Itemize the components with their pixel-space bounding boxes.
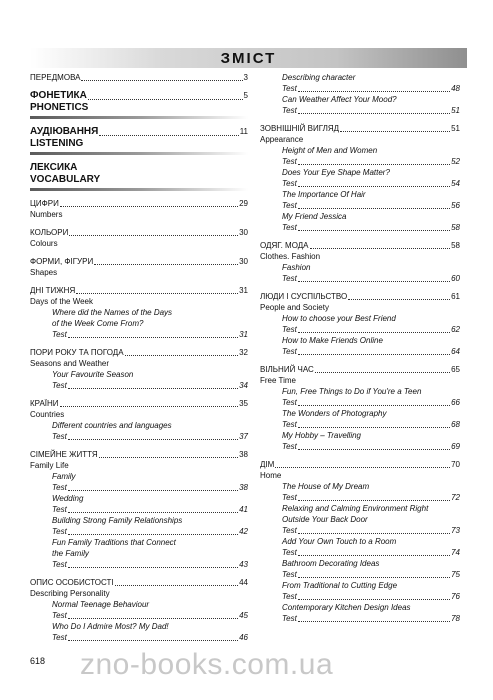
toc-test: Test 60: [282, 274, 460, 283]
watermark: zno-books.com.ua: [80, 648, 334, 681]
toc-subtitle: Family Life: [30, 461, 69, 470]
toc-item: Different countries and languages: [52, 421, 172, 430]
section-heading: ФОНЕТИКА 5: [30, 90, 248, 101]
toc-subtitle: Countries: [30, 410, 65, 419]
toc-test: Test 38: [52, 483, 248, 492]
toc-item: How to Make Friends Online: [282, 336, 383, 345]
section-heading-en: LISTENING: [30, 138, 84, 149]
toc-item: Family: [52, 472, 76, 481]
toc-test: Test 64: [282, 347, 460, 356]
toc-left-column: [30, 72, 248, 643]
toc-item: the Family: [52, 549, 89, 558]
toc-item: Outside Your Back Door: [282, 515, 368, 524]
toc-entry: КРАЇНИ 35: [30, 399, 248, 408]
toc-test: Test 37: [52, 432, 248, 441]
toc-entry: КОЛЬОРИ 30: [30, 228, 248, 237]
toc-test: Test 74: [282, 548, 460, 557]
toc-test: Test 68: [282, 420, 460, 429]
toc-entry: ОПИС ОСОБИСТОСТІ 44: [30, 578, 248, 587]
section-heading-en: PHONETICS: [30, 102, 89, 113]
toc-test: Test 42: [52, 527, 248, 536]
toc-item: The Wonders of Photography: [282, 409, 387, 418]
toc-entry: ВІЛЬНИЙ ЧАС 65: [260, 365, 460, 374]
toc-entry: ЦИФРИ 29: [30, 199, 248, 208]
toc-item: From Traditional to Cutting Edge: [282, 581, 398, 590]
toc-item: Relaxing and Calming Environment Right: [282, 504, 429, 513]
toc-subtitle: Numbers: [30, 210, 63, 219]
toc-item: Fun, Free Things to Do if You're a Teen: [282, 387, 422, 396]
toc-test: Test 45: [52, 611, 248, 620]
toc-item: Contemporary Kitchen Design Ideas: [282, 603, 411, 612]
toc-item: Fun Family Traditions that Connect: [52, 538, 176, 547]
toc-subtitle: People and Society: [260, 303, 329, 312]
toc-entry: ДІМ 70: [260, 460, 460, 469]
section-heading: ЛЕКСИКА: [30, 162, 78, 173]
toc-item: Normal Teenage Behaviour: [52, 600, 150, 609]
toc-subtitle: Shapes: [30, 268, 58, 277]
toc-entry: ОДЯГ. МОДА 58: [260, 241, 460, 250]
toc-item: My Friend Jessica: [282, 212, 347, 221]
toc-item: Building Strong Family Relationships: [52, 516, 183, 525]
toc-entry: ПЕРЕДМОВА 3: [30, 73, 248, 82]
section-heading-en: VOCABULARY: [30, 174, 101, 185]
toc-item: Bathroom Decorating Ideas: [282, 559, 380, 568]
toc-test: Test 58: [282, 223, 460, 232]
toc-right-column: [260, 72, 460, 624]
toc-test: Test 51: [282, 106, 460, 115]
toc-item: Add Your Own Touch to a Room: [282, 537, 397, 546]
toc-test: Test 31: [52, 330, 248, 339]
toc-test: Test 54: [282, 179, 460, 188]
toc-subtitle: Home: [260, 471, 282, 480]
page-number: 618: [30, 656, 46, 666]
toc-test: Test 76: [282, 592, 460, 601]
toc-entry: ЗОВНІШНІЙ ВИГЛЯД 51: [260, 124, 460, 133]
toc-test: Test 34: [52, 381, 248, 390]
toc-test: Test 78: [282, 614, 460, 623]
toc-item: Height of Men and Women: [282, 146, 378, 155]
toc-test: Test 48: [282, 84, 460, 93]
toc-subtitle: Seasons and Weather: [30, 359, 110, 368]
toc-entry: ДНІ ТИЖНЯ 31: [30, 286, 248, 295]
toc-subtitle: Appearance: [260, 135, 304, 144]
toc-item: My Hobby – Travelling: [282, 431, 361, 440]
section-heading: АУДІЮВАННЯ 11: [30, 126, 248, 137]
toc-test: Test 56: [282, 201, 460, 210]
toc-item: Where did the Names of the Days: [52, 308, 173, 317]
toc-item: Can Weather Affect Your Mood?: [282, 95, 397, 104]
toc-item: Your Favourite Season: [52, 370, 134, 379]
toc-item: How to choose your Best Friend: [282, 314, 396, 323]
toc-test: Test 43: [52, 560, 248, 569]
toc-item: of the Week Come From?: [52, 319, 144, 328]
toc-item: The Importance Of Hair: [282, 190, 366, 199]
toc-subtitle: Free Time: [260, 376, 297, 385]
toc-test: Test 52: [282, 157, 460, 166]
toc-subtitle: Clothes. Fashion: [260, 252, 321, 261]
toc-test: Test 69: [282, 442, 460, 451]
toc-test: Test 73: [282, 526, 460, 535]
toc-subtitle: Days of the Week: [30, 297, 93, 306]
toc-item: Wedding: [52, 494, 84, 503]
toc-item: Does Your Eye Shape Matter?: [282, 168, 390, 177]
toc-entry: ПОРИ РОКУ ТА ПОГОДА 32: [30, 348, 248, 357]
page-title: ЗМІСТ: [220, 50, 277, 67]
toc-test: Test 66: [282, 398, 460, 407]
toc-item: Fashion: [282, 263, 311, 272]
toc-test: Test 72: [282, 493, 460, 502]
toc-item: Describing character: [282, 73, 356, 82]
toc-test: Test 62: [282, 325, 460, 334]
toc-test: Test 41: [52, 505, 248, 514]
toc-subtitle: Describing Personality: [30, 589, 110, 598]
toc-test: Test 46: [52, 633, 248, 642]
title-bar: [30, 48, 467, 68]
toc-entry: СІМЕЙНЕ ЖИТТЯ 38: [30, 450, 248, 459]
toc-test: Test 75: [282, 570, 460, 579]
toc-item: Who Do I Admire Most? My Dad!: [52, 622, 169, 631]
toc-entry: ФОРМИ, ФІГУРИ 30: [30, 257, 248, 266]
toc-item: The House of My Dream: [282, 482, 370, 491]
toc-subtitle: Colours: [30, 239, 58, 248]
toc-entry: ЛЮДИ І СУСПІЛЬСТВО 61: [260, 292, 460, 301]
